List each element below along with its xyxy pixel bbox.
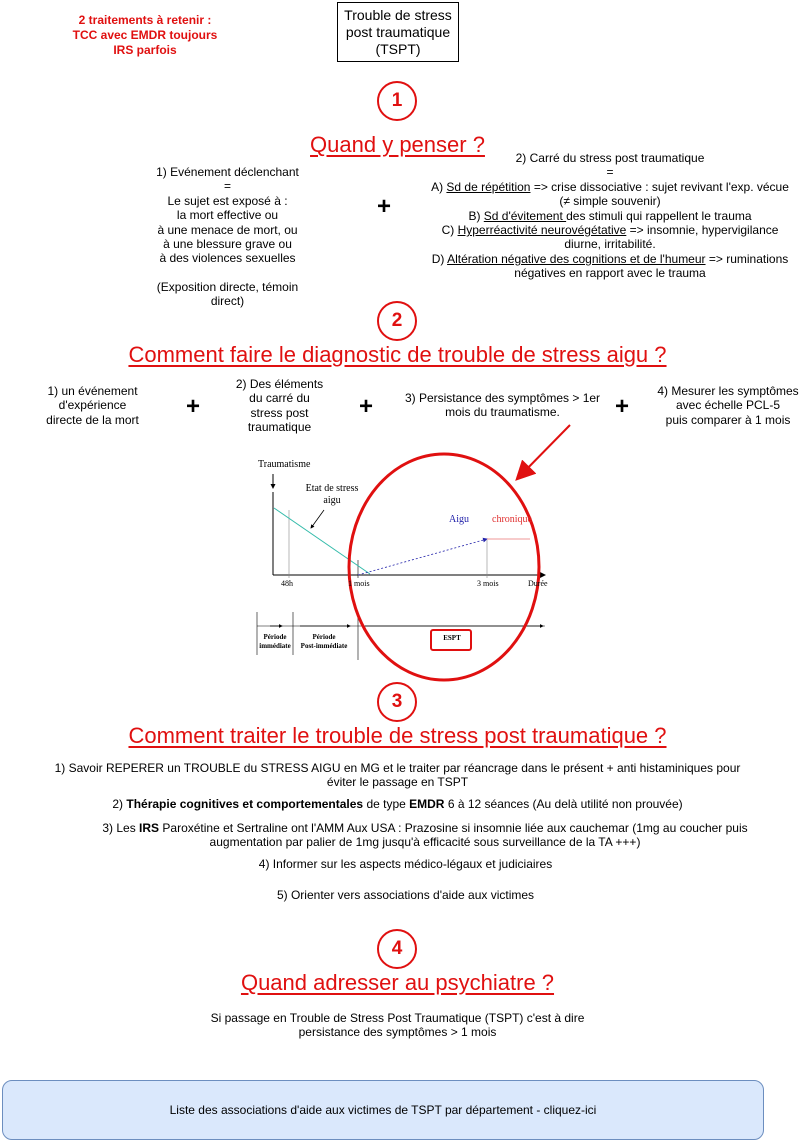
square-b-text: des stimuli qui rappellent le trauma — [566, 208, 752, 223]
diag-line: 3) Persistance des symptômes > 1er — [404, 391, 601, 405]
square-b-prefix: B) — [468, 208, 484, 223]
section-4-heading — [0, 970, 795, 996]
section-3-heading — [0, 723, 795, 749]
section-4-heading-text: Quand adresser au psychiatre ? — [240, 970, 555, 995]
square-d-text: => ruminations — [705, 251, 789, 266]
section-2-number: 2 — [377, 301, 417, 341]
treatment-text: de type — [363, 797, 410, 811]
treatment-item-4: 4) Informer sur les aspects médico-légaux et judiciaires — [258, 857, 553, 871]
title-line-1: Trouble de stress — [344, 6, 452, 23]
square-c-line2: diurne, irritabilité. — [564, 237, 656, 252]
treatment-item-2 — [0, 797, 795, 811]
plus-sign: + — [615, 393, 630, 420]
treatment-line: éviter le passage en TSPT — [326, 775, 469, 790]
treatment-line: augmentation par palier de 1mg jusqu'à efficacité sous surveillance de la TA +++) — [209, 835, 641, 850]
diag-line: puis comparer à 1 mois — [665, 412, 791, 427]
square-d-title: Altération négative des cognitions et de l'humeur — [447, 251, 706, 266]
square-a-prefix: A) — [431, 179, 447, 194]
section-3-heading-text: Comment traiter le trouble de stress post traumatique ? — [128, 723, 667, 748]
square-b-title: Sd d'évitement — [483, 208, 567, 223]
treatment-text: Paroxétine et Sertraline ont l'AMM Aux USA : Prazosine si insomnie liée aux cauchemar (1mg au coucher puis — [159, 821, 748, 835]
note-line-3: IRS parfois — [113, 43, 177, 57]
diag-line: 1) un événement — [47, 384, 138, 398]
referral-line: Si passage en Trouble de Stress Post Traumatique (TSPT) c'est à dire — [210, 1011, 585, 1025]
section-3-number: 3 — [377, 682, 417, 722]
treatment-prefix: 2) — [112, 797, 127, 811]
etat-pointer-arrow — [311, 510, 324, 528]
note-line-1: 2 traitements à retenir : — [78, 13, 212, 27]
square-c-prefix: C) — [441, 223, 458, 238]
aigu-to-chronique-line — [358, 539, 487, 575]
diag-line: stress post — [250, 405, 309, 420]
trigger-line: à des violences sexuelles — [159, 251, 296, 266]
square-title: 2) Carré du stress post traumatique — [515, 151, 705, 165]
treatment-item-1 — [0, 761, 795, 790]
square-c-title: Hyperréactivité neurovégétative — [457, 223, 627, 238]
diag-line: avec échelle PCL-5 — [675, 398, 781, 413]
diag-line: traumatique — [247, 420, 312, 435]
square-a-text: => crise dissociative : sujet revivant l'exp. vécue — [530, 179, 789, 194]
plus-sign: + — [377, 193, 392, 220]
periode-line: Période — [312, 633, 336, 641]
square-equals: = — [606, 165, 614, 180]
traumatisme-label: Traumatisme — [258, 459, 311, 470]
square-c-text: => insomnie, hypervigilance — [626, 223, 779, 238]
etat-stress-label — [298, 483, 366, 507]
highlight-pointer-arrow — [518, 425, 570, 478]
irs-bold: IRS — [139, 821, 160, 835]
section-1-heading-text: Quand y penser ? — [310, 132, 485, 157]
diag-line: 4) Mesurer les symptômes — [657, 384, 799, 398]
treatment-line: 1) Savoir REPERER un TROUBLE du STRESS AIGU en MG et le traiter par réancrage dans le présent + anti histaminiques pour — [54, 761, 741, 775]
exposure-note-1: (Exposition directe, témoin — [156, 279, 299, 294]
tick-label-1mois: 1 mois — [348, 579, 370, 588]
tick-label-duree: Durée — [528, 579, 548, 588]
periode-post-immediate-label — [293, 633, 355, 651]
tick-label-48h: 48h — [281, 579, 293, 588]
trigger-line: à une menace de mort, ou — [157, 222, 298, 237]
square-d-prefix: D) — [431, 251, 448, 266]
trigger-line: la mort effective ou — [176, 208, 279, 223]
title-line-2: post traumatique — [345, 23, 451, 40]
trigger-line: 1) Evénement déclenchant — [156, 165, 299, 179]
periode-line: immédiate — [259, 642, 291, 650]
diag-line: du carré du — [249, 391, 310, 406]
treatment-item-5: 5) Orienter vers associations d'aide aux victimes — [276, 888, 535, 902]
diag-line: mois du traumatisme. — [445, 405, 560, 420]
chronique-label: chronique — [492, 514, 532, 525]
square-a-line2: (≠ simple souvenir) — [559, 194, 661, 209]
espt-label: ESPT — [443, 634, 461, 642]
treatment-item-3 — [70, 821, 780, 850]
tcc-bold: Thérapie cognitives et comportementales — [126, 797, 364, 811]
periode-line: Post-immédiate — [300, 642, 348, 650]
square-d-line2: négatives en rapport avec le trauma — [514, 266, 706, 281]
trigger-line: = — [223, 179, 231, 194]
treatment-prefix: 3) Les — [102, 821, 140, 835]
etat-line-1: Etat de stress — [305, 483, 359, 494]
plus-sign: + — [359, 393, 374, 420]
tick-label-3mois: 3 mois — [477, 579, 499, 588]
psychiatrist-referral-text — [0, 1011, 795, 1040]
aigu-label: Aigu — [449, 514, 469, 525]
square-a-title: Sd de répétition — [446, 179, 531, 194]
diag-line: directe de la mort — [46, 412, 139, 427]
acute-decline-line — [274, 508, 370, 574]
trigger-line: à une blessure grave ou — [163, 237, 292, 252]
treatment-text: 6 à 12 séances (Au delà utilité non prouvée) — [444, 797, 683, 811]
section-1-number: 1 — [377, 81, 417, 121]
associations-list-link[interactable] — [2, 1080, 764, 1140]
associations-link-label: Liste des associations d'aide aux victimes de TSPT par département - cliquez-ici — [169, 1103, 597, 1117]
trigger-line: Le sujet est exposé à : — [167, 193, 288, 208]
emdr-bold: EMDR — [409, 797, 445, 811]
title-line-3: (TSPT) — [375, 40, 421, 57]
section-4-number: 4 — [377, 929, 417, 969]
etat-line-2: aigu — [323, 495, 341, 506]
diag-line: 2) Des éléments — [235, 377, 324, 391]
referral-line: persistance des symptômes > 1 mois — [298, 1025, 497, 1040]
plus-sign: + — [186, 393, 201, 420]
chronic-highlight-circle — [349, 454, 539, 680]
periode-line: Période — [263, 633, 287, 641]
note-line-2: TCC avec EMDR toujours — [72, 28, 218, 42]
exposure-note-2: direct) — [210, 294, 245, 309]
section-2-heading-text: Comment faire le diagnostic de trouble de stress aigu ? — [128, 342, 667, 367]
diag-line: d'expérience — [58, 398, 127, 413]
